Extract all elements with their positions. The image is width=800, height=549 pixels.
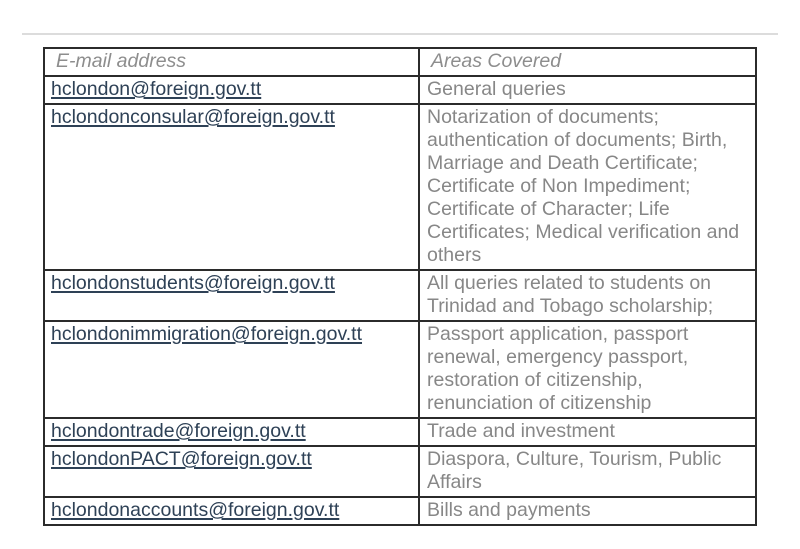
email-link[interactable]: hclondonaccounts@foreign.gov.tt	[51, 499, 340, 521]
table-row	[44, 321, 756, 418]
area-covered-cell: Passport application, passport renewal, emergency passport, restoration of citizenship, renunciation of citizenship	[419, 321, 756, 418]
area-covered-cell: Bills and payments	[419, 497, 756, 525]
email-link[interactable]: hclondonstudents@foreign.gov.tt	[51, 272, 335, 294]
table-row	[44, 497, 756, 525]
email-cell	[44, 446, 419, 497]
area-covered-cell: Trade and investment	[419, 418, 756, 446]
email-cell	[44, 104, 419, 270]
email-cell	[44, 497, 419, 525]
email-link[interactable]: hclondon@foreign.gov.tt	[51, 78, 262, 100]
email-cell	[44, 418, 419, 446]
area-covered-cell: General queries	[419, 76, 756, 104]
table-row	[44, 446, 756, 497]
email-cell	[44, 321, 419, 418]
table-row	[44, 418, 756, 446]
column-header-areas-covered: Areas Covered	[419, 48, 756, 76]
table-row	[44, 104, 756, 270]
scan-artifact-line	[22, 33, 778, 35]
email-link[interactable]: hclondonconsular@foreign.gov.tt	[51, 106, 335, 128]
email-link[interactable]: hclondontrade@foreign.gov.tt	[51, 420, 306, 442]
area-covered-cell: Notarization of documents; authentication of documents; Birth, Marriage and Death Certificate; Certificate of Non Impediment; Certificate of Character; Life Certificates; Medical verification and others	[419, 104, 756, 270]
table-row	[44, 270, 756, 321]
email-link[interactable]: hclondonPACT@foreign.gov.tt	[51, 448, 312, 470]
table-row	[44, 76, 756, 104]
table-body	[44, 76, 756, 525]
email-contacts-table	[43, 47, 757, 526]
column-header-email-address: E-mail address	[44, 48, 419, 76]
area-covered-cell: Diaspora, Culture, Tourism, Public Affairs	[419, 446, 756, 497]
area-covered-cell: All queries related to students on Trinidad and Tobago scholarship;	[419, 270, 756, 321]
email-cell	[44, 76, 419, 104]
email-link[interactable]: hclondonimmigration@foreign.gov.tt	[51, 323, 363, 345]
email-cell	[44, 270, 419, 321]
table-header-row	[44, 48, 756, 76]
